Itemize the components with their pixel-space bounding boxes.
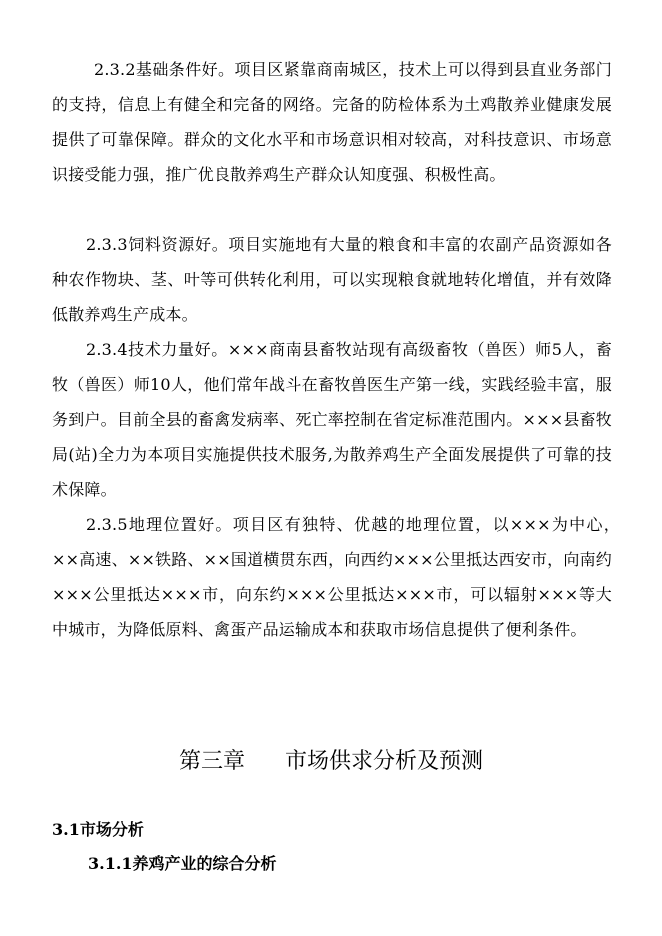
- paragraph-2-3-4: 2.3.4技术力量好。×××商南县畜牧站现有高级畜牧（兽医）师5人，畜牧（兽医）师10人，他们常年战斗在畜牧兽医生产第一线，实践经验丰富，服务到户。目前全县的畜禽发病率、死亡率控制在省定标准范围内。×××县畜牧局(站)全力为本项目实施提供技术服务,为散养鸡生产全面发展提供了可靠的技术保障。: [52, 340, 612, 499]
- chapter-heading: [0, 742, 662, 782]
- paragraph-2-3-5: 2.3.5地理位置好。项目区有独特、优越的地理位置，以×××为中心， ××高速、××铁路、××国道横贯东西，向西约×××公里抵达西安市，向南约×××公里抵达×××市，向东约×××公里抵达×××市，可以辐射×××等大中城市，为降低原料、禽蛋产品运输成本和获取市场信息提供了便利条件。: [52, 515, 629, 639]
- paragraph-2-3-2: 2.3.2基础条件好。项目区紧靠商南城区，技术上可以得到县直业务部门的支持，信息上有健全和完备的网络。完备的防检体系为土鸡散养业健康发展提供了可靠保障。群众的文化水平和市场意识相对较高，对科技意识、市场意识接受能力强，推广优良散养鸡生产群众认知度强、积极性高。: [52, 60, 612, 184]
- chapter-title: 市场供求分析及预测: [285, 749, 484, 774]
- section-heading: 3.1市场分析: [52, 820, 144, 839]
- paragraph-2-3-3: 2.3.3饲料资源好。项目实施地有大量的粮食和丰富的农副产品资源如各种农作物块、茎、叶等可供转化利用，可以实现粮食就地转化增值，并有效降低散养鸡生产成本。: [52, 235, 612, 324]
- subsection-heading: 3.1.1养鸡产业的综合分析: [88, 854, 277, 873]
- chapter-number: 第三章: [178, 749, 245, 774]
